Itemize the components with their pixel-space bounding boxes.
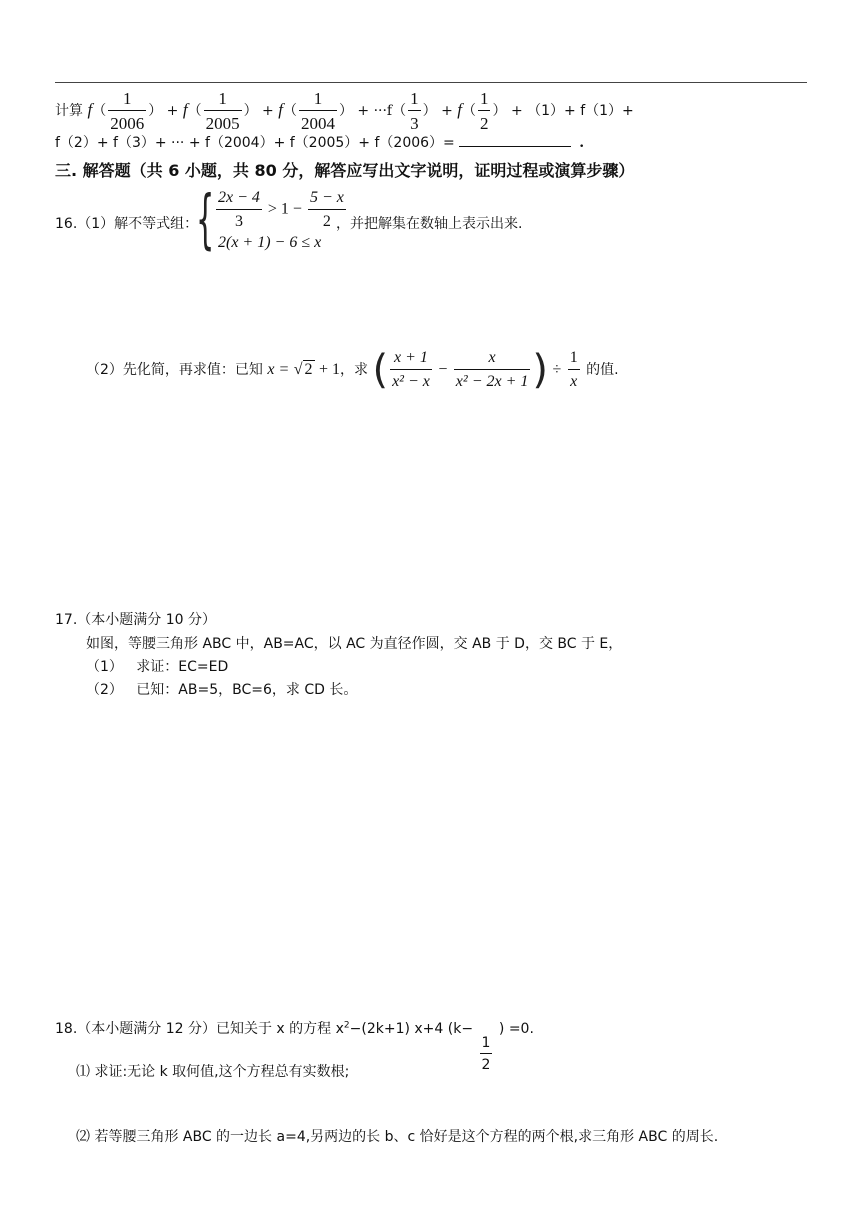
fraction-c: $\frac{1}{x}$ — [569, 349, 578, 390]
q15-line1: 计算 f（ $\frac{1}{2006}$ ） + f（ $\frac{1}{2005}$ ） + f（ $\frac{1}{2004}$ ） + ···f（ $\frac{1}{3}$ ） + f（ $\frac{1}{2}$ ） + （1）+ f（1）+ — [55, 89, 634, 133]
header-divider — [55, 82, 807, 83]
q16-label: 16.（1）解不等式组： — [55, 216, 199, 232]
system-brace: { — [196, 183, 215, 257]
section-3-title: 三. 解答题（共 6 小题，共 80 分，解答应写出文字说明，证明过程或演算步骤） — [55, 161, 635, 180]
q17-part2: （2） 已知：AB=5，BC=6，求 CD 长。 — [86, 682, 358, 698]
fraction-half: $\frac{1}{2}$ — [481, 1035, 491, 1073]
fraction-b: $\frac{x}{\text{x² − 2x + 1}}$ — [455, 349, 529, 390]
q15-line2: f（2）+ f（3）+ ··· + f（2004）+ f（2005）+ f（2006）= . — [55, 135, 585, 151]
fraction-a: $\frac{x + 1}{\text{x² − x}}$ — [392, 349, 430, 390]
q16-part2: （2）先化简，再求值：已知 x = √ 2 + 1，求 ( $\frac{x + 1}{\text{x² − x}}$ − $\frac{x}{\text{x² − 2x + 1}}$ ) ÷ $\frac{1}{x}$ 的值. — [86, 347, 619, 393]
inequality-1: $\frac{2x - 4}{3}$ > 1 − $\frac{5 - x}{2}$ — [218, 189, 344, 230]
q18-statement: 18.（本小题满分 12 分）已知关于 x 的方程 $x^2-(2k+1)$ x+4 (k− $\frac{1}{2}$ ) =0. — [55, 1020, 534, 1073]
q18-part1: ⑴ 求证:无论 k 取何值,这个方程总有实数根; — [76, 1064, 350, 1080]
q17-title: 17.（本小题满分 10 分） — [55, 612, 216, 628]
fraction-1-3: $\frac{1}{3}$ — [410, 89, 419, 133]
q18-part2: ⑵ 若等腰三角形 ABC 的一边长 a=4,另两边的长 b、c 恰好是这个方程的两个根,求三角形 ABC 的周长. — [76, 1129, 719, 1145]
inequality-2: 2(x + 1) − 6 ≤ x — [218, 234, 322, 251]
q17-body: 如图，等腰三角形 ABC 中，AB=AC，以 AC 为直径作圆，交 AB 于 D，交 BC 于 E， — [86, 636, 623, 652]
q17-part1: （1） 求证：EC=ED — [86, 659, 229, 675]
q15-prefix: 计算 — [55, 103, 83, 119]
fraction-1-2004: $\frac{1}{2004}$ — [300, 89, 335, 133]
answer-blank[interactable] — [459, 134, 571, 147]
fraction-1-2006: $\frac{1}{2006}$ — [110, 89, 145, 133]
q16-suffix: ，并把解集在数轴上表示出来. — [336, 216, 523, 232]
fraction-1-2: $\frac{1}{2}$ — [479, 89, 489, 133]
fraction-1-2005: $\frac{1}{2005}$ — [205, 89, 240, 133]
